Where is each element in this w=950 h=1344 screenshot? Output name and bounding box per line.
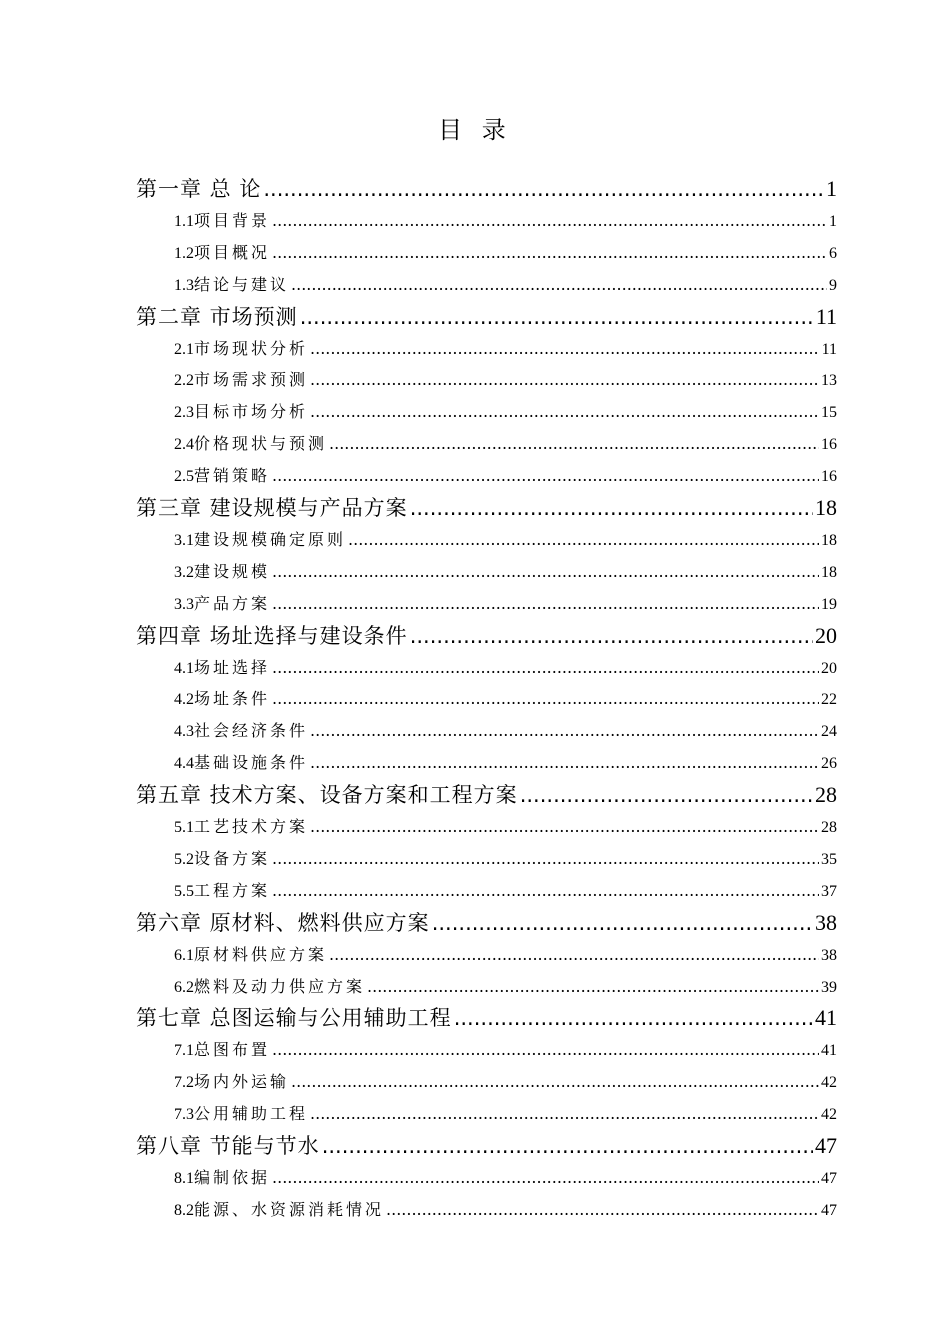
toc-page-number: 28: [821, 819, 837, 836]
toc-chapter-title: 第一章 总 论: [136, 177, 262, 201]
toc-section-title: 燃料及动力供应方案: [194, 977, 366, 996]
toc-chapter-entry[interactable]: [136, 300, 837, 334]
toc-leader-dots: [386, 1196, 819, 1224]
toc-section-entry[interactable]: [174, 973, 837, 1001]
toc-page-number: 47: [821, 1170, 837, 1187]
toc-section-number: 2.4: [174, 436, 194, 453]
toc-chapter-entry[interactable]: [136, 1001, 837, 1035]
toc-page-number: 13: [821, 372, 837, 389]
toc-section-number: 3.2: [174, 564, 194, 581]
toc-section-title: 能源、水资源消耗情况: [194, 1200, 385, 1219]
toc-section-number: 4.4: [174, 755, 194, 772]
toc-page-number: 20: [815, 623, 837, 648]
toc-section-title: 社会经济条件: [194, 721, 309, 740]
toc-section-title: 基础设施条件: [194, 753, 309, 772]
toc-section-title: 设备方案: [194, 849, 271, 868]
toc-leader-dots: [272, 654, 819, 682]
toc-leader-dots: [272, 207, 827, 235]
toc-page-number: 9: [829, 277, 837, 294]
toc-page-number: 15: [821, 404, 837, 421]
toc-chapter-title: 第二章 市场预测: [136, 305, 298, 329]
toc-leader-dots: [454, 1001, 813, 1035]
toc-leader-dots: [272, 1164, 819, 1192]
toc-page-number: 20: [821, 660, 837, 677]
toc-section-title: 价格现状与预测: [194, 434, 328, 453]
toc-page-number: 6: [829, 245, 837, 262]
toc-section-number: 6.1: [174, 947, 194, 964]
toc-page-number: 41: [821, 1042, 837, 1059]
toc-section-title: 项目背景: [194, 211, 271, 230]
toc-leader-dots: [329, 941, 819, 969]
toc-page-number: 42: [821, 1074, 837, 1091]
toc-leader-dots: [291, 271, 827, 299]
toc-leader-dots: [272, 558, 819, 586]
toc-page-number: 11: [815, 304, 837, 329]
toc-leader-dots: [310, 813, 819, 841]
toc-section-title: 总图布置: [194, 1040, 271, 1059]
toc-section-number: 2.3: [174, 404, 194, 421]
toc-section-number: 4.1: [174, 660, 194, 677]
toc-section-title: 市场需求预测: [194, 370, 309, 389]
toc-section-entry[interactable]: [174, 685, 837, 713]
toc-page-number: 26: [821, 755, 837, 772]
toc-section-number: 6.2: [174, 979, 194, 996]
toc-section-number: 8.2: [174, 1202, 194, 1219]
toc-section-entry[interactable]: [174, 941, 837, 969]
toc-chapter-entry[interactable]: [136, 491, 837, 525]
toc-section-number: 5.2: [174, 851, 194, 868]
toc-leader-dots: [432, 906, 813, 940]
toc-section-entry[interactable]: [174, 1036, 837, 1064]
toc-page-number: 11: [821, 341, 837, 358]
toc-leader-dots: [272, 462, 819, 490]
toc-section-entry[interactable]: [174, 749, 837, 777]
toc-leader-dots: [310, 1100, 819, 1128]
toc-section-title: 工艺技术方案: [194, 817, 309, 836]
toc-section-title: 市场现状分析: [194, 339, 309, 358]
toc-page-number: 28: [815, 782, 837, 807]
toc-section-entry[interactable]: [174, 1196, 837, 1224]
toc-page-number: 24: [821, 723, 837, 740]
toc-page-number: 18: [821, 532, 837, 549]
toc-section-entry[interactable]: [174, 335, 837, 363]
toc-leader-dots: [291, 1068, 819, 1096]
toc-leader-dots: [322, 1129, 813, 1163]
toc-leader-dots: [272, 845, 819, 873]
toc-section-number: 5.5: [174, 883, 194, 900]
toc-section-title: 项目概况: [194, 243, 271, 262]
toc-page-number: 18: [821, 564, 837, 581]
toc-section-entry[interactable]: [174, 1100, 837, 1128]
toc-section-title: 工程方案: [194, 881, 271, 900]
toc-leader-dots: [272, 877, 819, 905]
toc-section-number: 1.1: [174, 213, 194, 230]
toc-section-entry[interactable]: [174, 462, 837, 490]
toc-section-number: 5.1: [174, 819, 194, 836]
toc-section-title: 营销策略: [194, 466, 271, 485]
toc-section-number: 7.1: [174, 1042, 194, 1059]
toc-section-entry[interactable]: [174, 717, 837, 745]
toc-leader-dots: [329, 430, 819, 458]
toc-leader-dots: [272, 1036, 819, 1064]
toc-section-title: 建设规模: [194, 562, 271, 581]
toc-section-entry[interactable]: [174, 239, 837, 267]
toc-title: 目 录: [438, 116, 512, 144]
toc-section-title: 编制依据: [194, 1168, 271, 1187]
toc-chapter-entry[interactable]: [136, 1129, 837, 1163]
toc-leader-dots: [310, 335, 820, 363]
toc-chapter-title: 第五章 技术方案、设备方案和工程方案: [136, 783, 518, 807]
toc-section-number: 3.1: [174, 532, 194, 549]
toc-section-entry[interactable]: [174, 271, 837, 299]
toc-chapter-title: 第八章 节能与节水: [136, 1134, 320, 1158]
toc-leader-dots: [348, 526, 819, 554]
toc-section-title: 原材料供应方案: [194, 945, 328, 964]
toc-section-number: 2.1: [174, 341, 194, 358]
toc-chapter-entry[interactable]: [136, 619, 837, 653]
toc-section-number: 4.2: [174, 691, 194, 708]
toc-page-number: 37: [821, 883, 837, 900]
toc-page-number: 41: [815, 1005, 837, 1030]
toc-page-number: 16: [821, 436, 837, 453]
toc-leader-dots: [310, 366, 819, 394]
toc-section-title: 产品方案: [194, 594, 271, 613]
toc-section-title: 公用辅助工程: [194, 1104, 309, 1123]
toc-page-number: 38: [821, 947, 837, 964]
toc-chapter-entry[interactable]: [136, 778, 837, 812]
toc-leader-dots: [263, 172, 824, 206]
toc-section-title: 场址条件: [194, 689, 271, 708]
toc-chapter-title: 第三章 建设规模与产品方案: [136, 496, 408, 520]
toc-section-title: 建设规模确定原则: [194, 530, 347, 549]
toc-leader-dots: [272, 590, 819, 618]
toc-section-entry[interactable]: [174, 398, 837, 426]
toc-leader-dots: [410, 491, 813, 525]
toc-page-number: 35: [821, 851, 837, 868]
toc-section-number: 2.2: [174, 372, 194, 389]
toc-page-number: 16: [821, 468, 837, 485]
toc-section-entry[interactable]: [174, 207, 837, 235]
toc-leader-dots: [410, 619, 813, 653]
toc-chapter-title: 第七章 总图运输与公用辅助工程: [136, 1006, 452, 1030]
toc-section-title: 场内外运输: [194, 1072, 290, 1091]
toc-section-number: 2.5: [174, 468, 194, 485]
toc-section-title: 场址选择: [194, 658, 271, 677]
toc-page-number: 18: [815, 495, 837, 520]
toc-leader-dots: [310, 749, 819, 777]
toc-page-number: 22: [821, 691, 837, 708]
toc-leader-dots: [272, 685, 819, 713]
toc-section-entry[interactable]: [174, 558, 837, 586]
toc-section-entry[interactable]: [174, 430, 837, 458]
toc-section-number: 7.3: [174, 1106, 194, 1123]
toc-page-number: 1: [829, 213, 837, 230]
toc-section-entry[interactable]: [174, 590, 837, 618]
toc-leader-dots: [300, 300, 814, 334]
toc-leader-dots: [367, 973, 819, 1001]
toc-section-number: 1.3: [174, 277, 194, 294]
toc-section-entry[interactable]: [174, 813, 837, 841]
toc-page-number: 47: [821, 1202, 837, 1219]
toc-section-entry[interactable]: [174, 845, 837, 873]
toc-leader-dots: [520, 778, 813, 812]
toc-chapter-title: 第六章 原材料、燃料供应方案: [136, 911, 430, 935]
toc-section-entry[interactable]: [174, 1068, 837, 1096]
toc-page-number: 19: [821, 596, 837, 613]
toc-leader-dots: [310, 717, 819, 745]
toc-page-number: 39: [821, 979, 837, 996]
toc-chapter-entry[interactable]: [136, 906, 837, 940]
toc-chapter-entry[interactable]: [136, 172, 837, 206]
toc-section-title: 目标市场分析: [194, 402, 309, 421]
toc-section-number: 4.3: [174, 723, 194, 740]
toc-page-number: 1: [826, 176, 837, 201]
toc-section-title: 结论与建议: [194, 275, 290, 294]
toc-section-entry[interactable]: [174, 526, 837, 554]
toc-page-number: 47: [815, 1133, 837, 1158]
toc-section-entry[interactable]: [174, 1164, 837, 1192]
toc-section-entry[interactable]: [174, 366, 837, 394]
toc-section-number: 7.2: [174, 1074, 194, 1091]
toc-leader-dots: [310, 398, 819, 426]
toc-section-number: 1.2: [174, 245, 194, 262]
toc-page-number: 42: [821, 1106, 837, 1123]
toc-section-number: 8.1: [174, 1170, 194, 1187]
toc-leader-dots: [272, 239, 827, 267]
toc-section-number: 3.3: [174, 596, 194, 613]
toc-section-entry[interactable]: [174, 877, 837, 905]
toc-page-number: 38: [815, 910, 837, 935]
toc-section-entry[interactable]: [174, 654, 837, 682]
toc-chapter-title: 第四章 场址选择与建设条件: [136, 624, 408, 648]
